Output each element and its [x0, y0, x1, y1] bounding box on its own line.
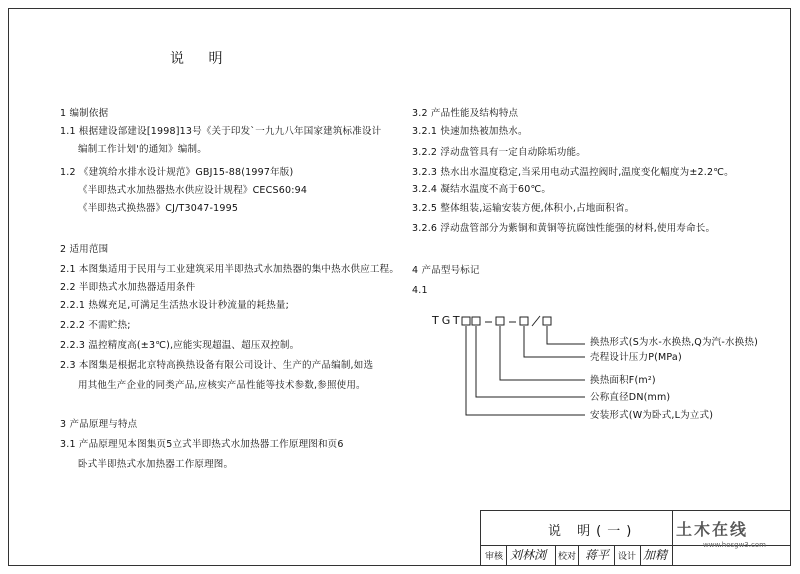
- clause-3-2-4: 3.2.4 凝结水温度不高于60℃。: [412, 184, 552, 195]
- clause-3-2-6: 3.2.6 浮动盘管部分为紫铜和黄铜等抗腐蚀性能强的材料,使用寿命长。: [412, 223, 716, 234]
- model-label-diameter: 公称直径DN(mm): [590, 392, 671, 403]
- section-3-2-heading: 3.2 产品性能及结构特点: [412, 108, 519, 119]
- clause-3-2-2: 3.2.2 浮动盘管具有一定自动除垢功能。: [412, 147, 586, 158]
- clause-3-2-3: 3.2.3 热水出水温度稳定,当采用电动式温控阀时,温度变化幅度为±2.2℃。: [412, 167, 734, 178]
- model-label-install-type: 安装形式(W为卧式,L为立式): [590, 410, 714, 421]
- check-label: 校对: [558, 552, 577, 562]
- design-signature: 加精: [643, 548, 668, 562]
- model-code-diagram: [410, 300, 590, 425]
- model-code-prefix: TGT: [432, 314, 463, 327]
- check-signature: 蒋平: [585, 548, 610, 562]
- clause-2-2-2: 2.2.2 不需贮热;: [60, 320, 131, 331]
- clause-2-2-3: 2.2.3 温控精度高(±3℃),应能实现超温、超压双控制。: [60, 340, 300, 351]
- watermark-logo: 土木在线: [676, 520, 749, 539]
- clause-1-1-line1: 1.1 根据建设部建设[1998]13号《关于印发`一九九八年国家建筑标准设计: [60, 126, 382, 137]
- clause-3-2-5: 3.2.5 整体组装,运输安装方便,体积小,占地面积省。: [412, 203, 635, 214]
- review-signature: 刘林浏: [510, 548, 547, 562]
- clause-3-2-1: 3.2.1 快速加热被加热水。: [412, 126, 528, 137]
- clause-1-2-line3: 《半即热式换热器》CJ/T3047-1995: [78, 203, 239, 214]
- model-label-area: 换热面积F(m²): [590, 375, 656, 386]
- clause-1-1-line2: 编制工作计划'的通知》编制。: [78, 144, 207, 155]
- clause-2-3-line2: 用其他生产企业的同类产品,应核实产品性能等技术参数,参照使用。: [78, 380, 366, 391]
- watermark-url: www.hosgw3.com: [703, 541, 766, 549]
- page-title: 说 明: [170, 51, 233, 67]
- title-block-title: 说 明(一): [548, 524, 638, 539]
- design-label: 设计: [618, 552, 637, 562]
- clause-2-2: 2.2 半即热式水加热器适用条件: [60, 282, 196, 293]
- clause-1-2-line1: 1.2 《建筑给水排水设计规范》GBJ15-88(1997年版): [60, 167, 294, 178]
- section-4-heading: 4 产品型号标记: [412, 265, 480, 276]
- section-2-heading: 2 适用范围: [60, 244, 109, 255]
- clause-3-1-line1: 3.1 产品原理见本图集页5立式半即热式水加热器工作原理图和页6: [60, 439, 344, 450]
- clause-2-1: 2.1 本图集适用于民用与工业建筑采用半即热式水加热器的集中热水供应工程。: [60, 264, 400, 275]
- clause-2-2-1: 2.2.1 热媒充足,可满足生活热水设计秒流量的耗热量;: [60, 300, 290, 311]
- clause-3-1-line2: 卧式半即热式水加热器工作原理图。: [78, 459, 234, 470]
- section-3-heading: 3 产品原理与特点: [60, 419, 138, 430]
- model-label-design-pressure: 壳程设计压力P(MPa): [590, 352, 682, 363]
- clause-2-3-line1: 2.3 本图集是根据北京特高换热设备有限公司设计、生产的产品编制,如选: [60, 360, 374, 371]
- clause-4-1: 4.1: [412, 285, 428, 296]
- review-label: 审核: [485, 552, 504, 562]
- section-1-heading: 1 编制依据: [60, 108, 109, 119]
- model-label-exchange-type: 换热形式(S为水-水换热,Q为汽-水换热): [590, 337, 758, 348]
- clause-1-2-line2: 《半即热式水加热器热水供应设计规程》CECS60:94: [78, 185, 308, 196]
